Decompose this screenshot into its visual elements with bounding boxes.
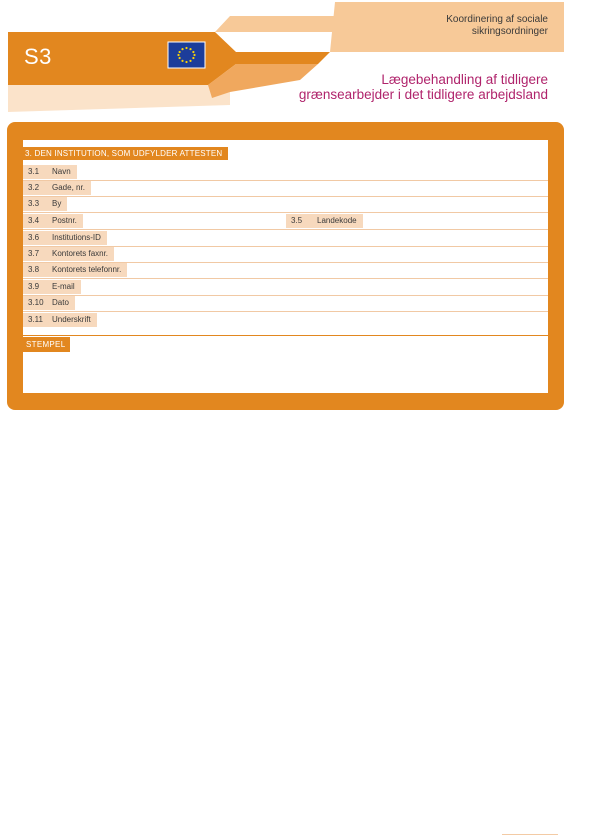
page-footer-rule [502,834,558,835]
field-label-text: Postnr. [52,216,77,225]
field-label-text: E-mail [52,282,75,291]
section-header: 3. DEN INSTITUTION, SOM UDFYLDER ATTESTEN [23,147,228,160]
stamp-divider [23,335,548,336]
field-number: 3.5 [291,216,303,225]
field-number: 3.11 [28,315,43,324]
field-row-postcode[interactable] [23,214,548,230]
agency-name [328,14,548,38]
field-row-phone[interactable] [23,263,548,279]
field-label-text: Institutions-ID [52,233,101,242]
stamp-label: STEMPEL [23,337,70,352]
field-label-text: Kontorets faxnr. [52,249,109,258]
field-number: 3.8 [28,265,40,274]
field-label [23,165,77,179]
field-number: 3.7 [28,249,40,258]
field-row-signature[interactable] [23,313,548,329]
field-label [23,181,91,195]
field-row-fax[interactable] [23,247,548,263]
field-label [23,280,81,294]
field-row-institution-id[interactable] [23,231,548,247]
field-row-street[interactable] [23,181,548,197]
document-title-line-1: Lægebehandling af tidligere [381,72,548,87]
field-label [23,231,107,245]
agency-line-1: Koordinering af sociale [446,14,548,25]
field-row-city[interactable] [23,197,548,213]
field-number: 3.4 [28,216,40,225]
field-row-date[interactable] [23,296,548,312]
field-label [23,313,97,327]
field-label [23,296,75,310]
eu-flag-icon [168,42,205,68]
field-label-text: Kontorets telefonnr. [52,265,122,274]
field-label [23,263,127,277]
field-number: 3.3 [28,199,40,208]
field-label-text: By [52,199,62,208]
field-label-text: Underskrift [52,315,91,324]
field-number: 3.9 [28,282,40,291]
field-number: 3.6 [28,233,40,242]
document-title-line-2: grænsearbejder i det tidligere arbejdsland [298,87,548,102]
field-label-text: Gade, nr. [52,183,85,192]
field-number: 3.2 [28,183,40,192]
field-number: 3.10 [28,298,44,307]
form-code: S3 [24,44,52,69]
field-label-text: Landekode [317,216,357,225]
document-title [218,72,548,102]
field-label [23,197,67,211]
field-row-email[interactable] [23,280,548,296]
field-label-country-code [286,214,363,228]
field-label-text: Dato [52,298,69,307]
field-label [23,247,114,261]
field-label [23,214,83,228]
field-row-name[interactable] [23,165,548,181]
agency-line-2: sikringsordninger [471,26,548,37]
field-label-text: Navn [52,167,71,176]
field-number: 3.1 [28,167,40,176]
